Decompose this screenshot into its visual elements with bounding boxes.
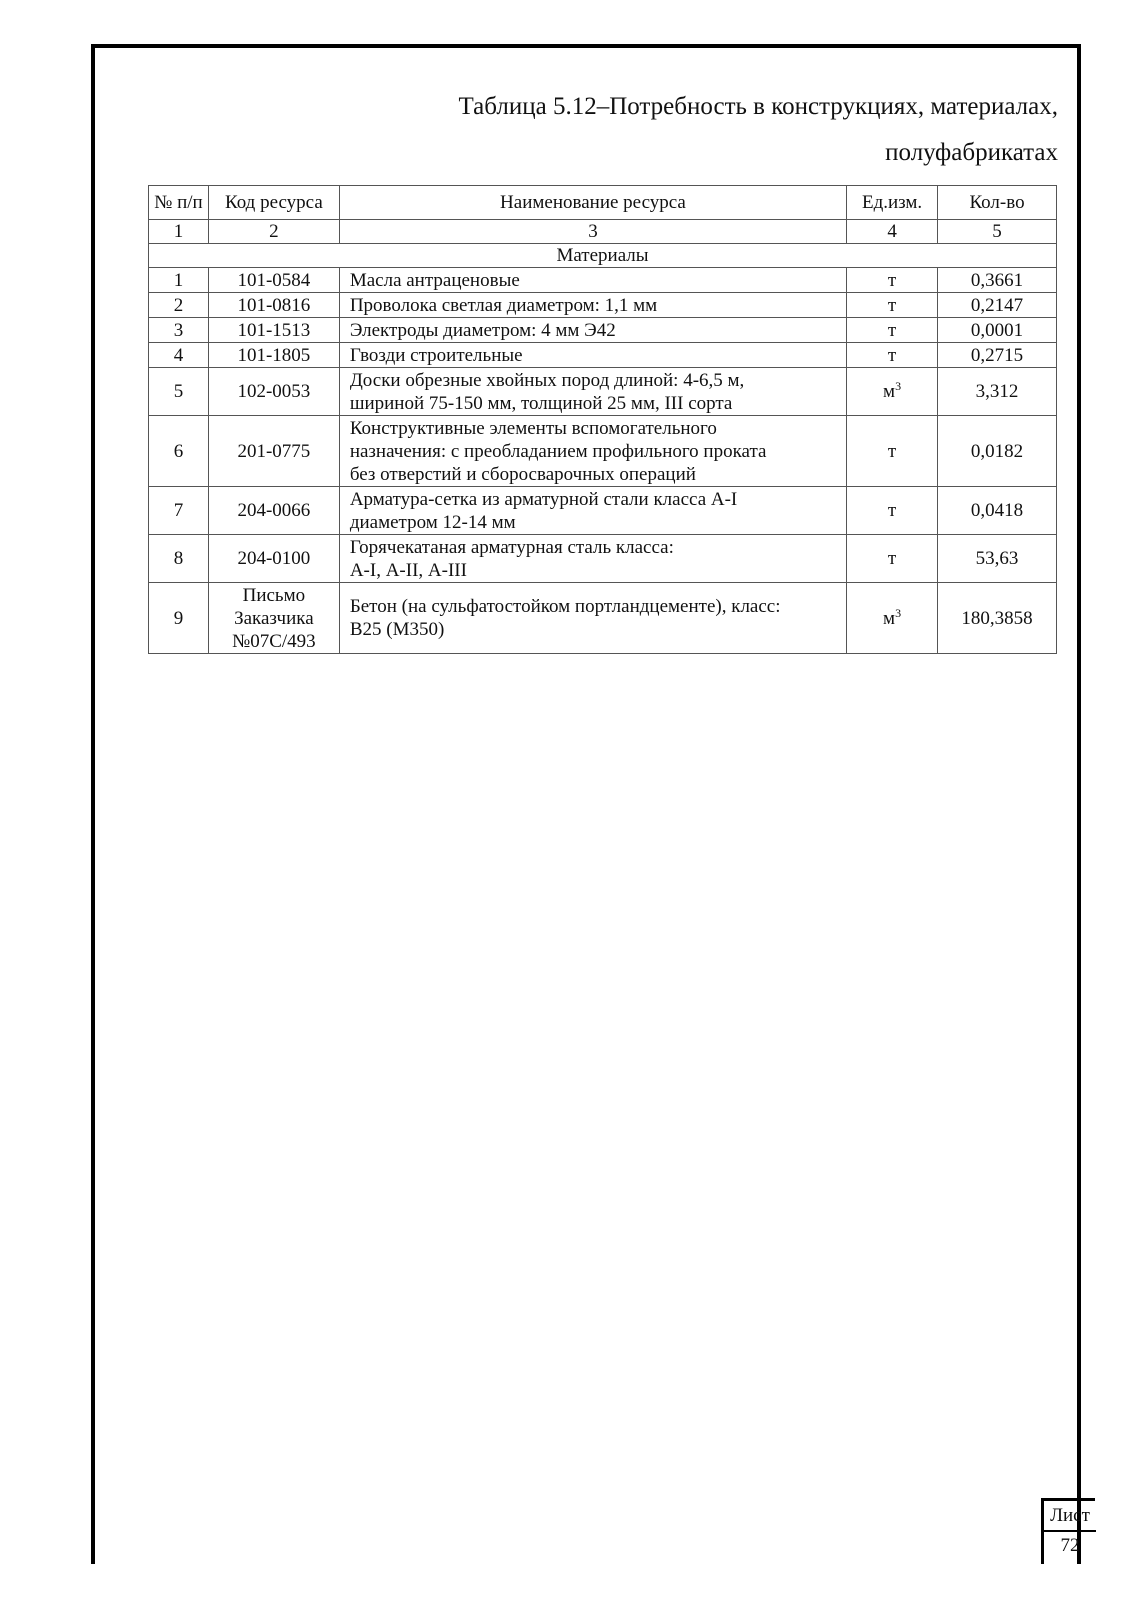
sheet-number-box bbox=[1041, 1498, 1095, 1564]
resource-code bbox=[208, 368, 339, 416]
unit-text: т bbox=[887, 500, 897, 521]
table-row bbox=[149, 268, 1057, 293]
row-number-text: 1 bbox=[173, 269, 184, 291]
table-row bbox=[149, 487, 1057, 535]
resource-name bbox=[339, 535, 846, 583]
resource-name bbox=[339, 343, 846, 368]
resource-name bbox=[339, 318, 846, 343]
row-number bbox=[149, 293, 209, 318]
unit-superscript: 3 bbox=[895, 379, 902, 393]
column-number: 3 bbox=[339, 220, 846, 244]
resource-code-text: 101-0816 bbox=[237, 294, 311, 316]
unit bbox=[847, 293, 938, 318]
sheet-number: 72 bbox=[1060, 1535, 1080, 1556]
column-number: 4 bbox=[847, 220, 938, 244]
row-number bbox=[149, 368, 209, 416]
row-number-text: 7 bbox=[173, 500, 184, 521]
resource-name bbox=[339, 368, 846, 416]
resource-name-text: Бетон (на сульфатостойком портландцементе), класс: В25 (М350) bbox=[349, 596, 781, 640]
table-caption-continued: полуфабрикатах bbox=[885, 139, 1058, 166]
row-number bbox=[149, 343, 209, 368]
table-row bbox=[149, 318, 1057, 343]
resource-code-text: 204-0066 bbox=[237, 500, 311, 521]
quantity bbox=[938, 318, 1057, 343]
quantity bbox=[938, 583, 1057, 654]
row-number-text: 2 bbox=[173, 294, 184, 316]
quantity-text: 0,2147 bbox=[970, 294, 1024, 316]
column-numbers-row bbox=[149, 220, 1057, 244]
unit-text: м bbox=[883, 381, 896, 402]
section-title: Материалы bbox=[149, 244, 1057, 268]
unit bbox=[847, 368, 938, 416]
quantity-text: 0,0418 bbox=[970, 500, 1024, 521]
header-unit: Ед.изм. bbox=[847, 186, 938, 220]
resource-code bbox=[208, 293, 339, 318]
resource-code bbox=[208, 416, 339, 487]
quantity bbox=[938, 487, 1057, 535]
unit bbox=[847, 487, 938, 535]
resource-name-text: Арматура-сетка из арматурной стали класса А-I диаметром 12-14 мм bbox=[349, 488, 738, 533]
resource-name-text: Доски обрезные хвойных пород длиной: 4-6,5 м, шириной 75-150 мм, толщиной 25 мм, III сорта bbox=[349, 369, 745, 414]
quantity-text: 3,312 bbox=[975, 381, 1019, 402]
resource-code bbox=[208, 318, 339, 343]
resource-code-text: 102-0053 bbox=[237, 381, 311, 402]
row-number bbox=[149, 318, 209, 343]
resource-code-text: Письмо Заказчика №07С/493 bbox=[232, 584, 316, 652]
resource-code bbox=[208, 343, 339, 368]
quantity bbox=[938, 343, 1057, 368]
header-number: № п/п bbox=[149, 186, 209, 220]
quantity-text: 0,0182 bbox=[970, 440, 1024, 462]
table-row bbox=[149, 416, 1057, 487]
quantity bbox=[938, 293, 1057, 318]
table-row bbox=[149, 368, 1057, 416]
unit bbox=[847, 343, 938, 368]
header-name: Наименование ресурса bbox=[339, 186, 846, 220]
section-row bbox=[149, 244, 1057, 268]
header-quantity: Кол-во bbox=[938, 186, 1057, 220]
resource-name-text: Проволока светлая диаметром: 1,1 мм bbox=[349, 294, 658, 316]
quantity-text: 0,2715 bbox=[970, 344, 1024, 366]
resource-name-text: Масла антраценовые bbox=[349, 269, 520, 291]
unit bbox=[847, 268, 938, 293]
table-header-row bbox=[149, 186, 1057, 220]
row-number-text: 3 bbox=[173, 319, 184, 341]
header-code: Код ресурса bbox=[208, 186, 339, 220]
row-number-text: 5 bbox=[173, 381, 184, 402]
quantity bbox=[938, 416, 1057, 487]
unit-text: м bbox=[883, 607, 896, 629]
resource-code bbox=[208, 583, 339, 654]
unit-text: т bbox=[887, 344, 897, 366]
quantity bbox=[938, 368, 1057, 416]
quantity-text: 0,0001 bbox=[970, 319, 1024, 341]
quantity-text: 180,3858 bbox=[961, 607, 1033, 629]
resource-name bbox=[339, 583, 846, 654]
resources-table bbox=[148, 185, 1057, 654]
table-row bbox=[149, 293, 1057, 318]
table-body bbox=[149, 268, 1057, 654]
resource-name-text: Горячекатаная арматурная сталь класса: А-I, А-II, А-III bbox=[349, 536, 674, 581]
table-row bbox=[149, 535, 1057, 583]
resource-name bbox=[339, 487, 846, 535]
row-number-text: 8 bbox=[173, 548, 184, 569]
resource-code bbox=[208, 268, 339, 293]
resource-code-text: 204-0100 bbox=[237, 548, 311, 569]
unit bbox=[847, 318, 938, 343]
table-caption: Таблица 5.12–Потребность в конструкциях, материалах, bbox=[458, 93, 1058, 120]
unit-superscript: 3 bbox=[895, 605, 902, 620]
unit-text: т bbox=[887, 294, 897, 316]
row-number bbox=[149, 416, 209, 487]
quantity bbox=[938, 268, 1057, 293]
table-row bbox=[149, 343, 1057, 368]
unit-text: т bbox=[887, 548, 897, 569]
unit bbox=[847, 535, 938, 583]
row-number bbox=[149, 535, 209, 583]
sheet-label: Лист bbox=[1044, 1504, 1096, 1532]
unit bbox=[847, 416, 938, 487]
resource-code-text: 101-1805 bbox=[237, 344, 311, 366]
column-number: 1 bbox=[149, 220, 209, 244]
resource-code-text: 201-0775 bbox=[237, 440, 311, 462]
row-number-text: 4 bbox=[173, 344, 184, 366]
row-number bbox=[149, 583, 209, 654]
table-row bbox=[149, 583, 1057, 654]
resource-name bbox=[339, 416, 846, 487]
quantity-text: 53,63 bbox=[975, 548, 1019, 569]
column-number: 2 bbox=[208, 220, 339, 244]
row-number-text: 6 bbox=[173, 440, 184, 462]
quantity bbox=[938, 535, 1057, 583]
unit bbox=[847, 583, 938, 654]
resource-name-text: Конструктивные элементы вспомогательного назначения: с преобладанием профильного проката без отверстий и сборосварочных операций bbox=[349, 417, 767, 485]
quantity-text: 0,3661 bbox=[970, 269, 1024, 291]
unit-text: т bbox=[887, 269, 897, 291]
resource-code bbox=[208, 535, 339, 583]
resource-name bbox=[339, 293, 846, 318]
resource-code-text: 101-1513 bbox=[237, 319, 311, 341]
column-number: 5 bbox=[938, 220, 1057, 244]
resource-code bbox=[208, 487, 339, 535]
unit-text: т bbox=[887, 440, 897, 462]
resource-name-text: Гвозди строительные bbox=[349, 344, 523, 366]
resource-code-text: 101-0584 bbox=[237, 269, 311, 291]
resource-name bbox=[339, 268, 846, 293]
unit-text: т bbox=[887, 319, 897, 341]
row-number bbox=[149, 487, 209, 535]
row-number-text: 9 bbox=[173, 607, 184, 629]
resource-name-text: Электроды диаметром: 4 мм Э42 bbox=[349, 319, 616, 341]
row-number bbox=[149, 268, 209, 293]
